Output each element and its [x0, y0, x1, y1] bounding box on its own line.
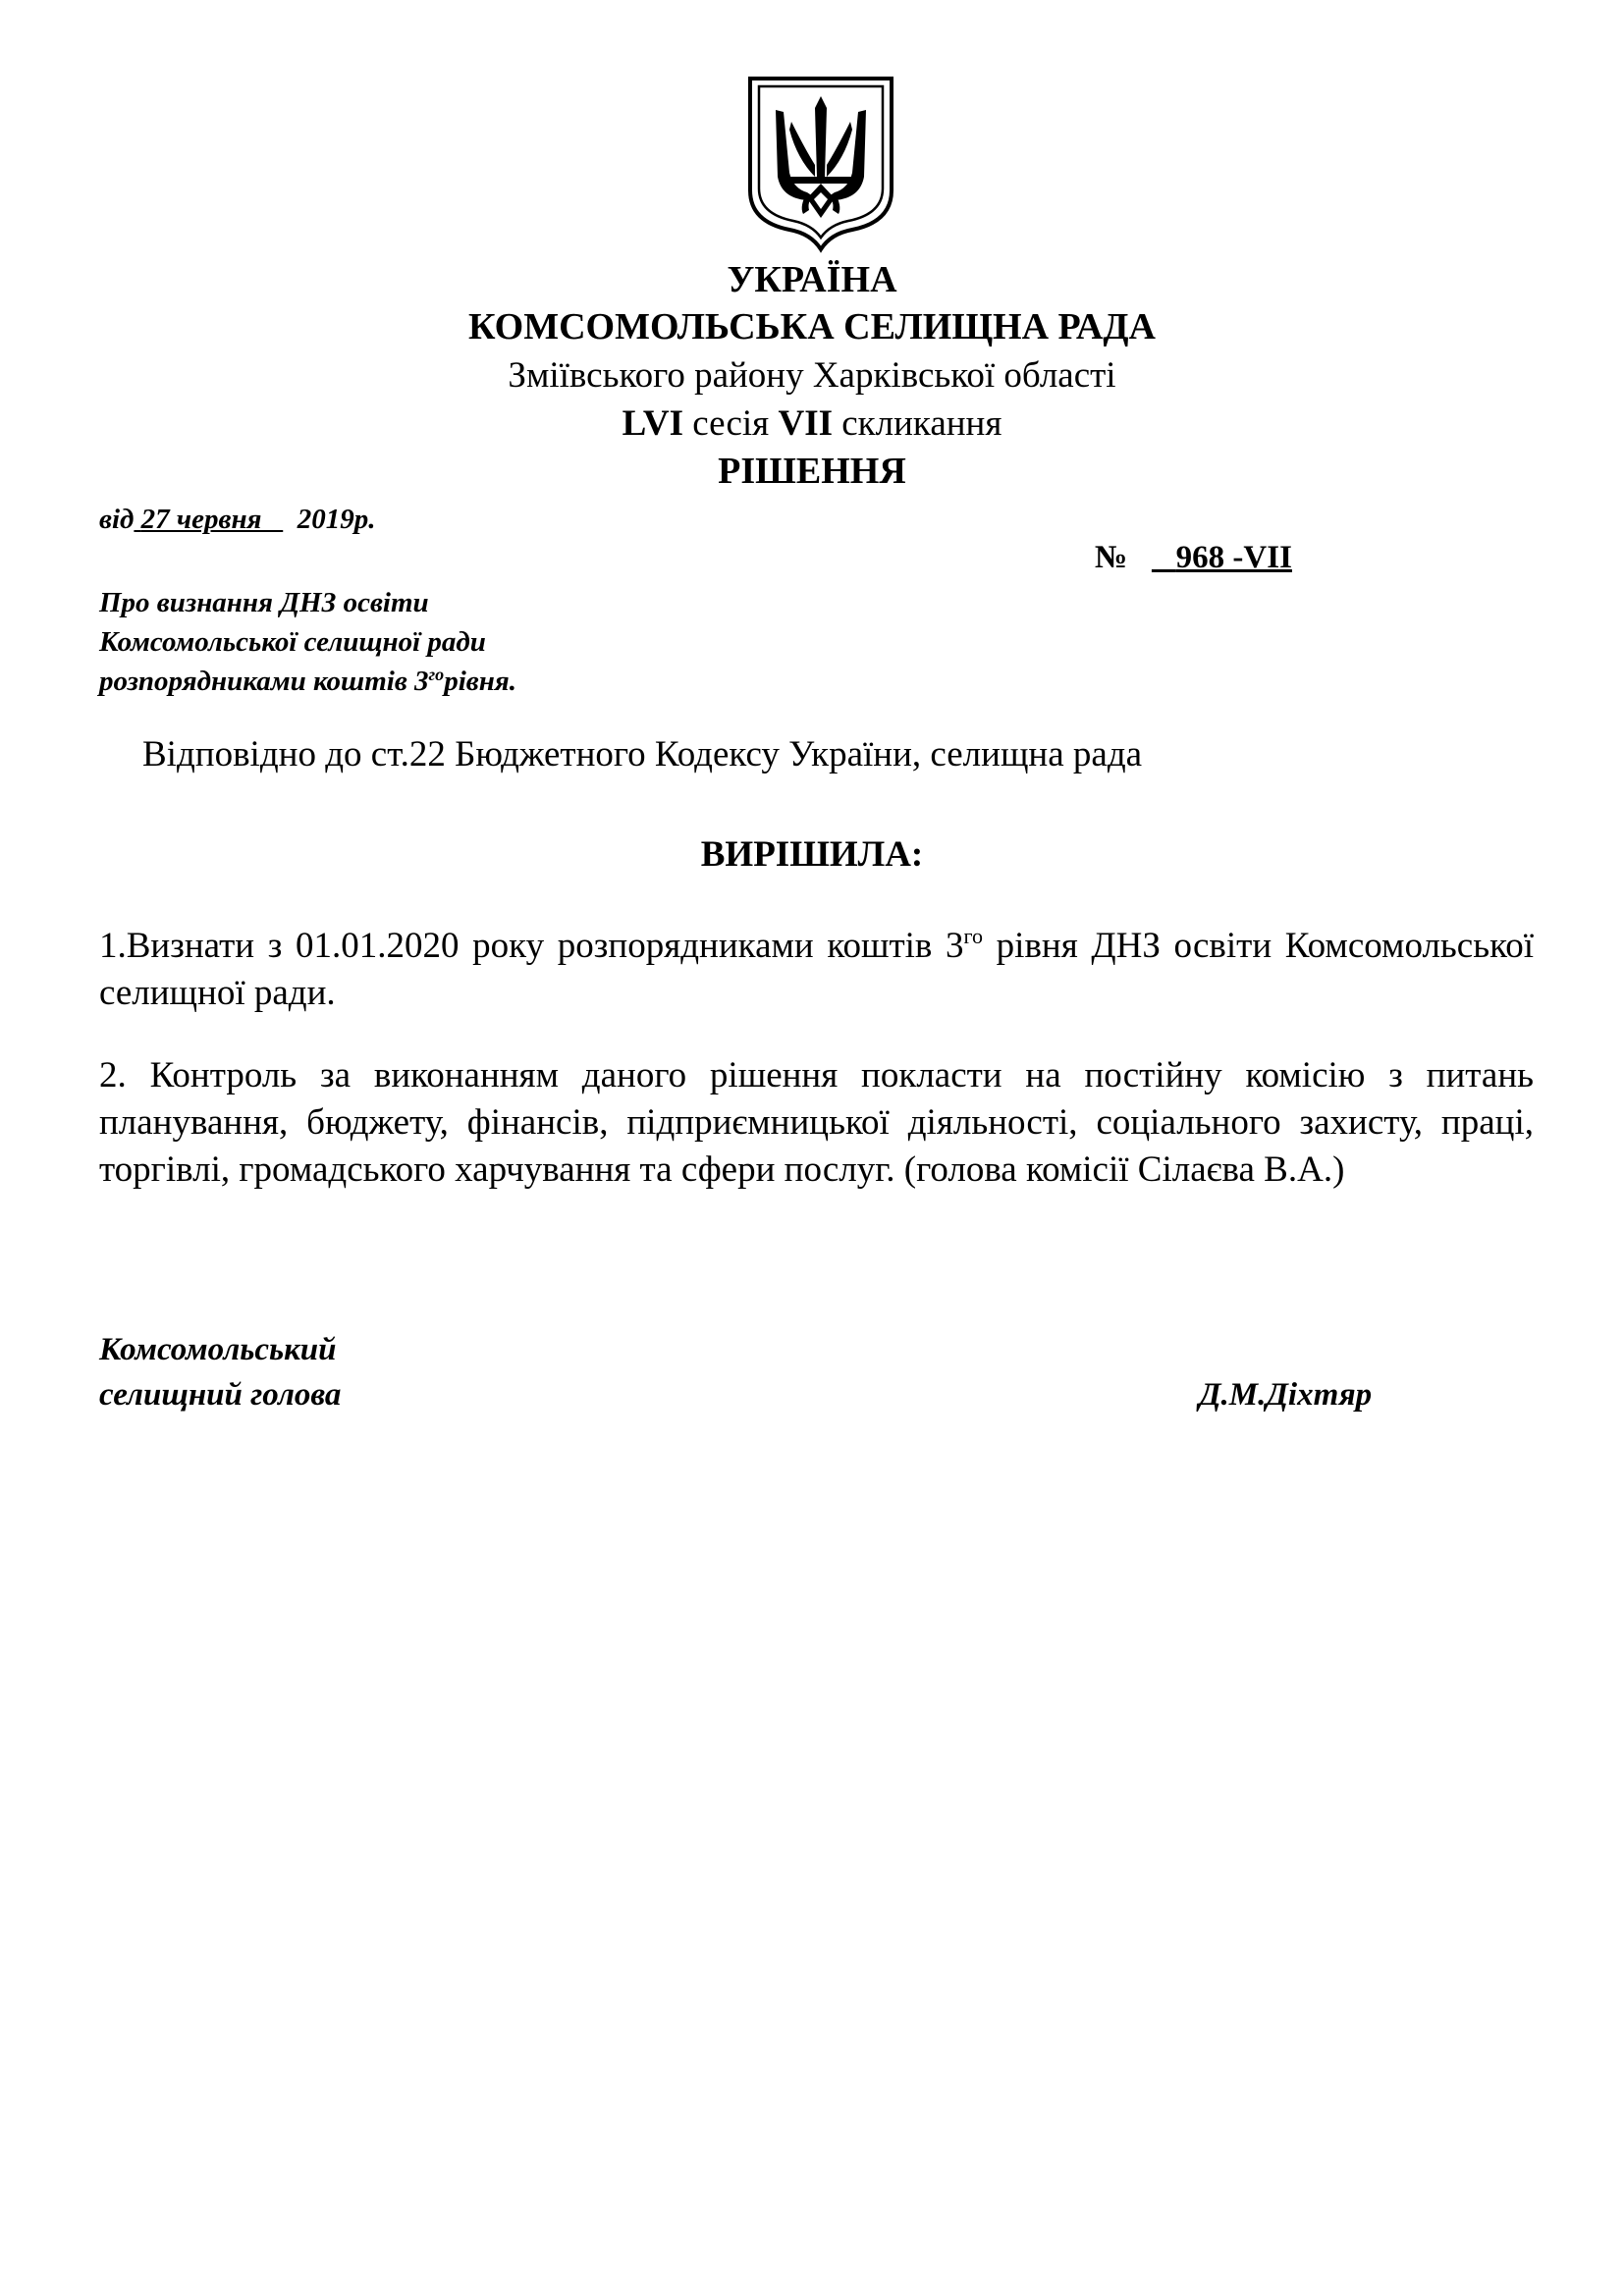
- date-day-month: 27 червня: [140, 504, 262, 535]
- decision-number: [1095, 538, 1292, 577]
- tryzub-coat-of-arms-icon: [746, 75, 895, 253]
- session-roman: LVI: [622, 403, 684, 444]
- document-type-heading: РІШЕННЯ: [718, 451, 906, 492]
- country-heading: УКРАЇНА: [727, 259, 897, 300]
- subject-line-3: розпорядниками коштів $3^{го}рівня$.: [99, 665, 516, 697]
- council-heading: КОМСОМОЛЬСЬКА СЕЛИЩНА РАДА: [468, 306, 1156, 347]
- decision-item-1: 1.Визнати з 01.01.2020 року розпорядниками коштів $3^{го}$ рівня ДНЗ освіти Комсомольської селищної ради.: [99, 924, 1534, 1013]
- session-word: сесія: [692, 403, 770, 444]
- signatory-title-line-1: Комсомольський: [99, 1332, 337, 1367]
- session-line: [0, 401, 1624, 447]
- number-sign: №: [1095, 540, 1128, 575]
- resolved-heading: ВИРІШИЛА:: [700, 834, 924, 875]
- decision-subject: [99, 583, 516, 701]
- convocation-roman: VII: [778, 403, 833, 444]
- preamble-text: Відповідно до ст.22 Бюджетного Кодексу України, селищна рада: [142, 734, 1143, 774]
- number-value: 968 -VII: [1175, 540, 1292, 575]
- decision-date: [99, 502, 376, 537]
- signatory-title: [99, 1327, 341, 1417]
- district-line: Зміївського району Харківської області: [508, 355, 1116, 396]
- date-prefix: від: [99, 504, 135, 535]
- signatory-name: Д.М.Діхтяр: [1199, 1377, 1373, 1413]
- convocation-word: скликання: [841, 403, 1002, 444]
- subject-line-1: Про визнання ДНЗ освіти: [99, 587, 429, 618]
- decision-item-2: 2. Контроль за виконанням даного рішення покласти на постійну комісію з питань планування, бюджету, фінансів, підприємницької діяльності, соціального захисту, праці, торгівлі, громадського харчування та сфери послуг. (голова комісії Сілаєва В.А.): [99, 1055, 1534, 1190]
- signatory-title-line-2: селищний голова: [99, 1377, 342, 1413]
- subject-line-2: Комсомольської селищної ради: [99, 626, 486, 658]
- date-year: 2019р.: [297, 504, 376, 535]
